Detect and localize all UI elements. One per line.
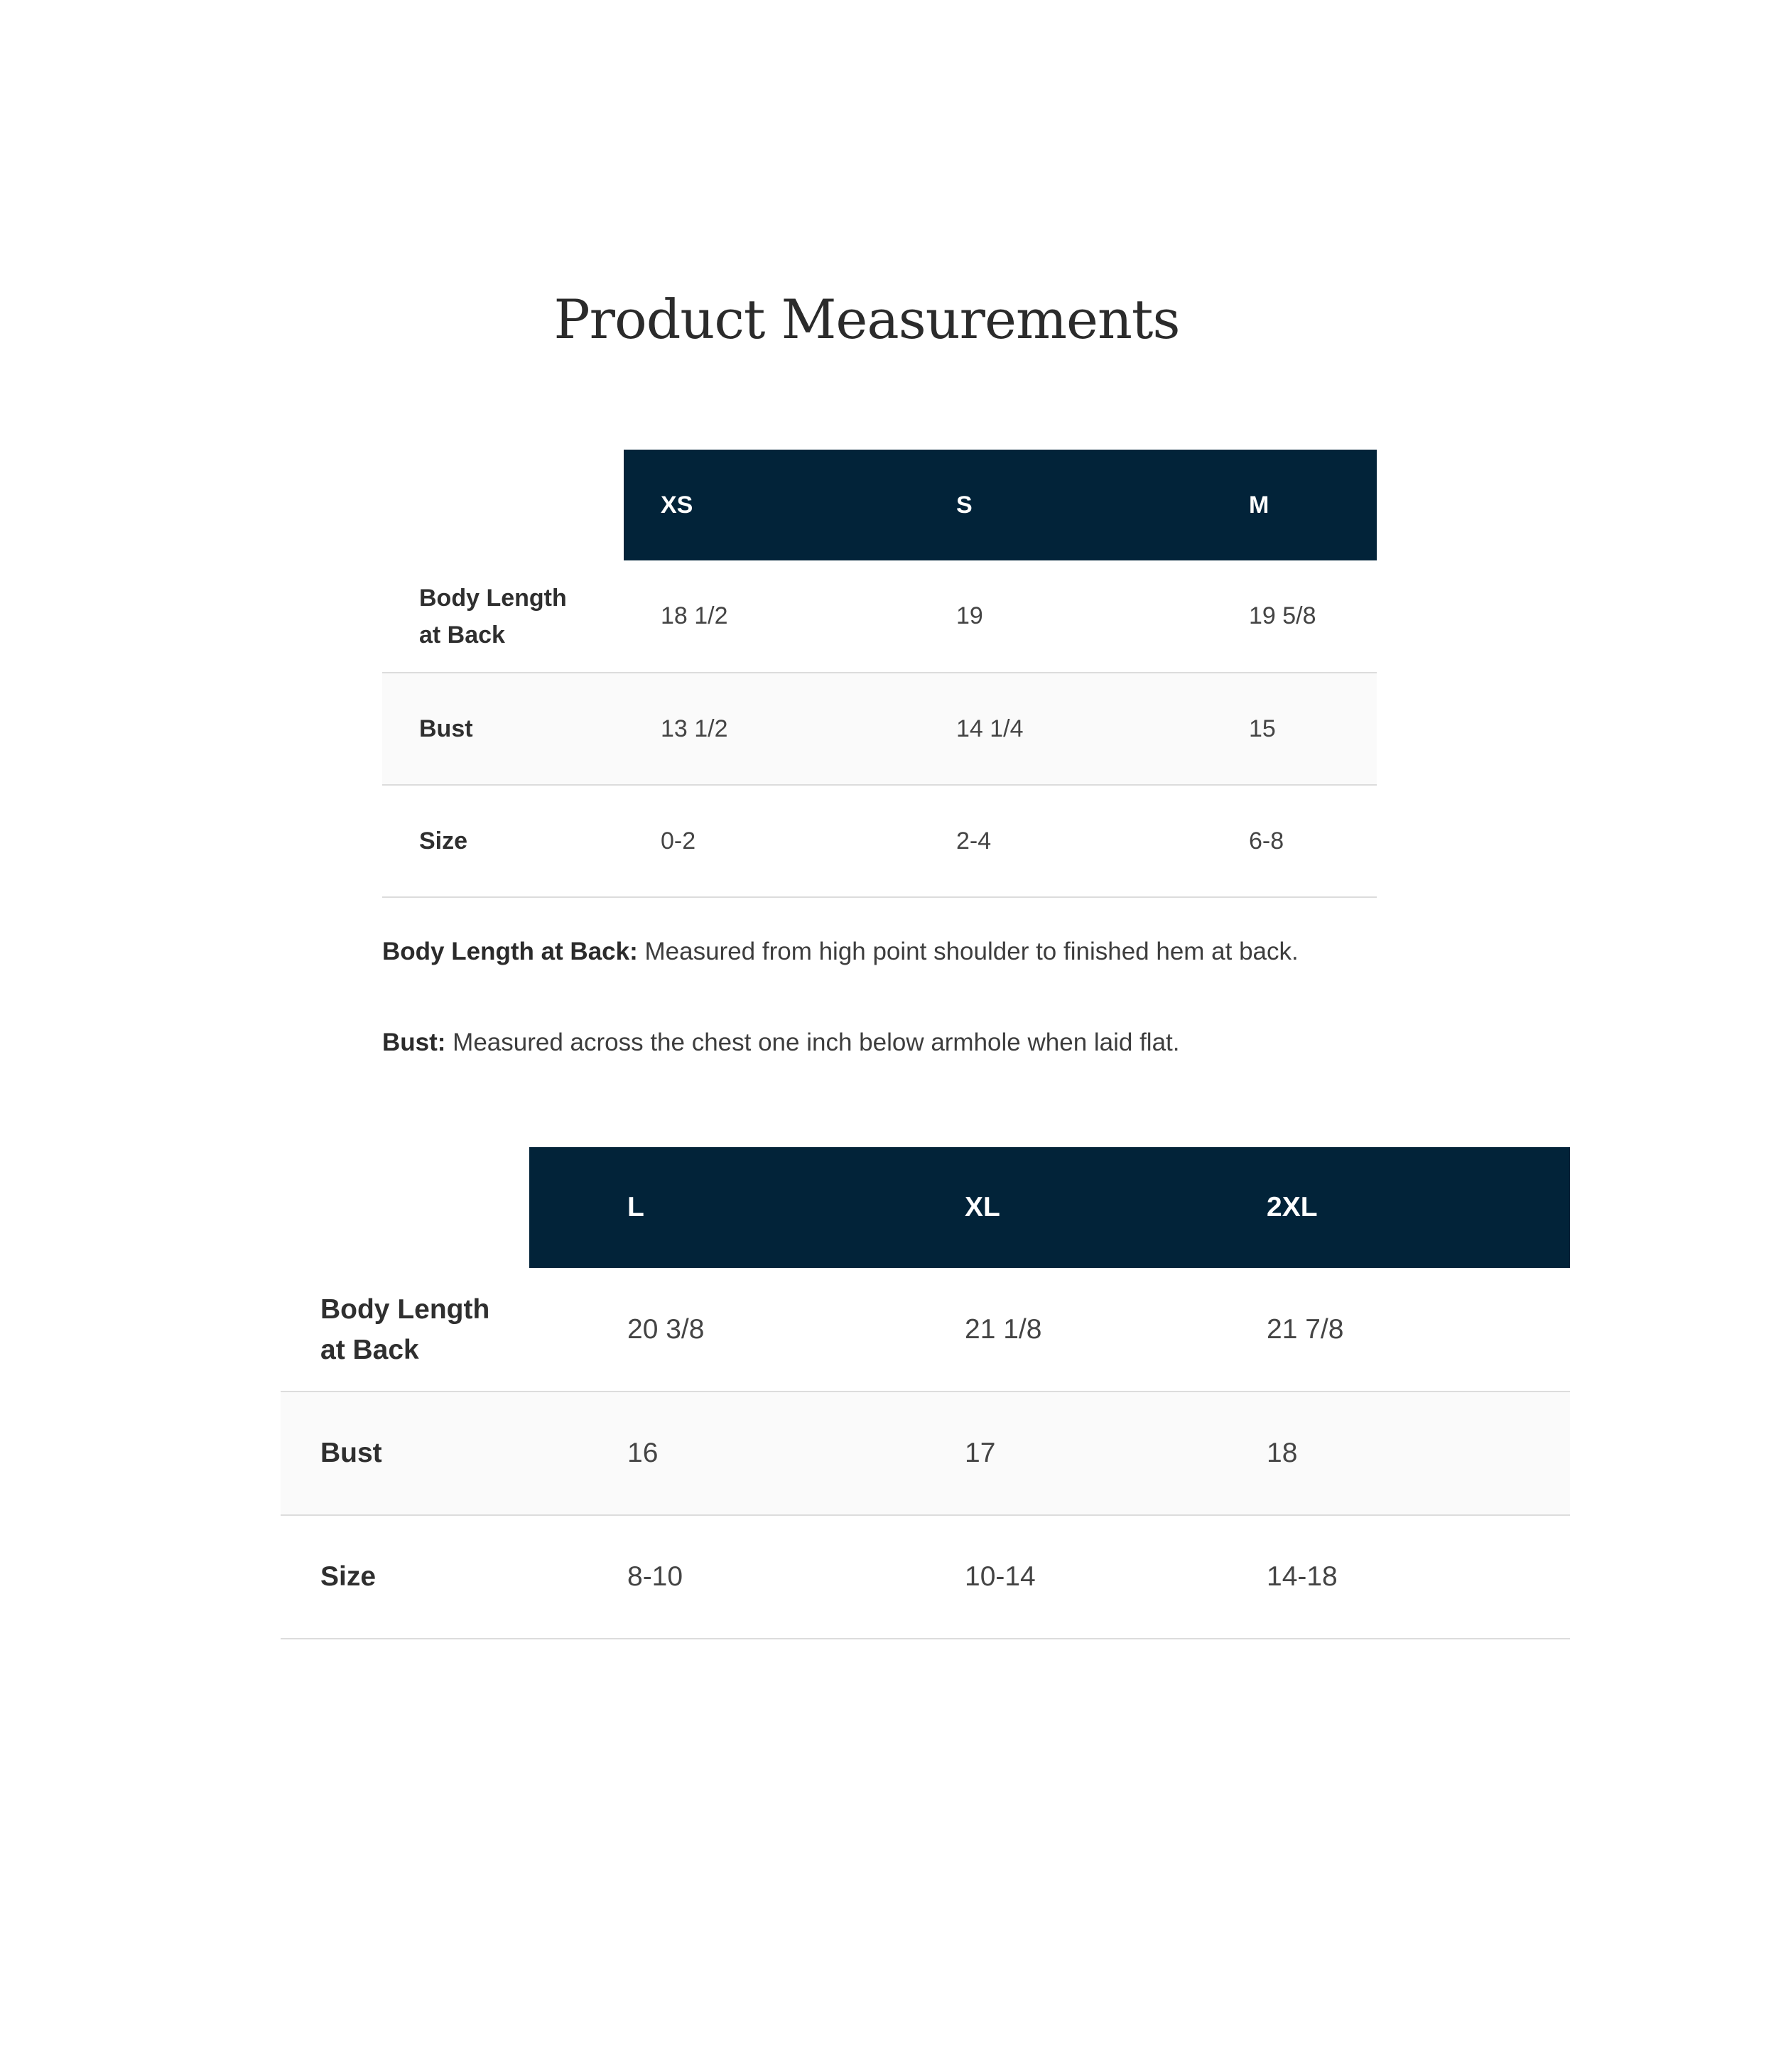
note-bust: [382, 1025, 1590, 1061]
table-header-row: [382, 450, 1377, 560]
note-term: Bust:: [382, 1029, 446, 1056]
table-cell: 6-8: [1206, 785, 1377, 897]
table-row-size: [382, 785, 1377, 897]
table-cell: 21 7/8: [1186, 1268, 1570, 1392]
table-cell: 19 5/8: [1206, 560, 1377, 673]
measurement-notes: [382, 934, 1590, 1116]
table-row-body-length: [281, 1268, 1570, 1392]
note-body-length: [382, 934, 1590, 970]
table-cell: 14-18: [1186, 1515, 1570, 1639]
header-corner-cell: [382, 450, 624, 560]
size-header-s: S: [915, 450, 1206, 560]
table-cell: 18 1/2: [624, 560, 915, 673]
table-row-bust: [382, 673, 1377, 785]
table-row-size: [281, 1515, 1570, 1639]
page-title: Product Measurements: [553, 288, 1180, 351]
table-cell: 8-10: [529, 1515, 867, 1639]
row-label-body-length: Body Length at Back: [281, 1268, 529, 1392]
table-cell: 2-4: [915, 785, 1206, 897]
table-cell: 19: [915, 560, 1206, 673]
size-header-m: M: [1206, 450, 1377, 560]
row-label-size: Size: [382, 785, 624, 897]
row-label-size: Size: [281, 1515, 529, 1639]
table-row-bust: [281, 1392, 1570, 1515]
table-cell: 15: [1206, 673, 1377, 785]
note-text: Measured from high point shoulder to finished hem at back.: [637, 938, 1299, 965]
table-cell: 14 1/4: [915, 673, 1206, 785]
size-header-xl: XL: [867, 1147, 1186, 1268]
table-cell: 21 1/8: [867, 1268, 1186, 1392]
table-cell: 17: [867, 1392, 1186, 1515]
size-header-l: L: [529, 1147, 867, 1268]
table-cell: 10-14: [867, 1515, 1186, 1639]
header-corner-cell: [281, 1147, 529, 1268]
note-term: Body Length at Back:: [382, 938, 638, 965]
table-row-body-length: [382, 560, 1377, 673]
table-cell: 0-2: [624, 785, 915, 897]
measurements-table-large-sizes: [281, 1147, 1570, 1639]
row-label-bust: Bust: [281, 1392, 529, 1515]
table-cell: 13 1/2: [624, 673, 915, 785]
size-header-xs: XS: [624, 450, 915, 560]
table-cell: 18: [1186, 1392, 1570, 1515]
size-header-2xl: 2XL: [1186, 1147, 1570, 1268]
row-label-bust: Bust: [382, 673, 624, 785]
note-text: Measured across the chest one inch below armhole when laid flat.: [445, 1029, 1180, 1056]
table-cell: 16: [529, 1392, 867, 1515]
table-cell: 20 3/8: [529, 1268, 867, 1392]
row-label-body-length: Body Length at Back: [382, 560, 624, 673]
measurements-table-small-sizes: [382, 450, 1377, 898]
table-header-row: [281, 1147, 1570, 1268]
